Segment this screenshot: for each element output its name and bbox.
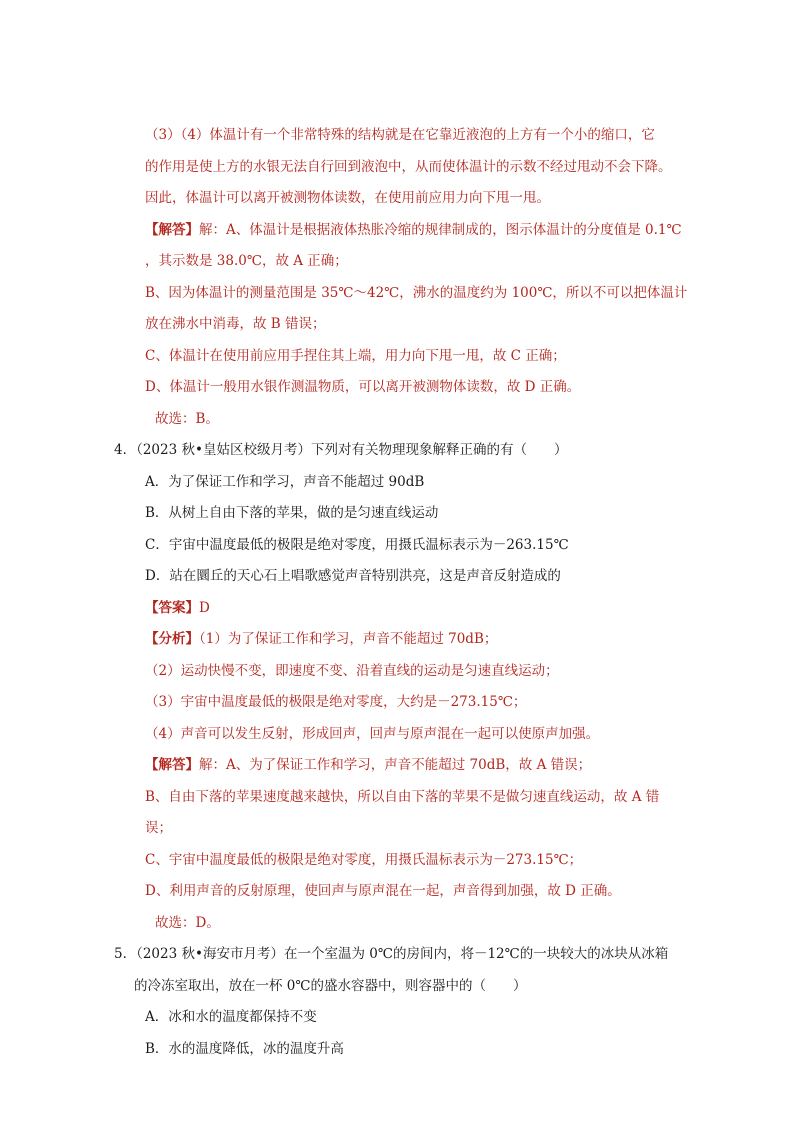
q4-option-d: D．站在圜丘的天心石上唱歌感觉声音特别洪亮，这是声音反射造成的 bbox=[145, 568, 561, 584]
q4-answer: D bbox=[199, 599, 210, 616]
q4-solution-b-2: 误； bbox=[145, 820, 172, 836]
q4-choice: 故选：D。 bbox=[155, 914, 220, 931]
q4-analysis-3: （3）宇宙中温度最低的极限是绝对零度，大约是－273.15℃； bbox=[145, 694, 527, 710]
q3-choice: 故选：B。 bbox=[155, 410, 219, 427]
q4-number: 4． bbox=[114, 442, 137, 458]
q5-stem-2: 的冷冻室取出，放在一杯 0℃的盛水容器中，则容器中的（ ） bbox=[134, 977, 527, 994]
q5-source: （2023 秋•海安市月考） bbox=[136, 946, 284, 962]
q5-option-b: B．水的温度降低，冰的温度升高 bbox=[145, 1040, 344, 1057]
q4-stem bbox=[114, 435, 694, 467]
q3-solution-b-1: B、因为体温计的测量范围是 35℃～42℃，沸水的温度约为 100℃，所以不可以把体温计 bbox=[145, 284, 688, 301]
q4-source: （2023 秋•皇姑区校级月考） bbox=[136, 442, 311, 458]
q4-option-a: A．为了保证工作和学习，声音不能超过 90dB bbox=[145, 473, 425, 490]
answer-tag: 【答案】 bbox=[145, 599, 199, 616]
q4-solution-line-1 bbox=[134, 750, 694, 782]
q3-analysis-line-2: 的作用是使上方的水银无法自行回到液泡中，从而使体温计的示数不经过甩动不会下降。 bbox=[145, 158, 672, 175]
q5-option-a: A．冰和水的温度都保持不变 bbox=[145, 1009, 317, 1025]
solution-tag: 【解答】 bbox=[145, 757, 199, 773]
q4-solution-b-1: B、自由下落的苹果速度越来越快，所以自由下落的苹果不是做匀速直线运动，故 A 错 bbox=[145, 788, 660, 805]
analysis-tag: 【分析】 bbox=[145, 631, 199, 647]
q4-option-c: C．宇宙中温度最低的极限是绝对零度，用摄氏温标表示为－263.15℃ bbox=[145, 536, 569, 553]
solution-tag: 【解答】 bbox=[145, 221, 199, 238]
q3-solution-line-1 bbox=[134, 215, 694, 247]
q4-analysis-4: （4）声音可以发生反射，形成回声，回声与原声混在一起可以使原声加强。 bbox=[145, 725, 600, 742]
q4-analysis-2: （2）运动快慢不变，即速度不变、沿着直线的运动是匀速直线运动； bbox=[145, 662, 559, 679]
q3-solution-d: D、体温计一般用水银作测温物质，可以离开被测物体读数，故 D 正确。 bbox=[145, 379, 581, 395]
q4-solution-d: D、利用声音的反射原理，使回声与原声混在一起，声音得到加强，故 D 正确。 bbox=[145, 883, 621, 899]
q3-analysis-line-1: （3）（4）体温计有一个非常特殊的结构就是在它靠近液泡的上方有一个小的缩口，它 bbox=[145, 127, 655, 143]
q3-solution-c: C、体温计在使用前应用手捏住其上端，用力向下甩一甩，故 C 正确； bbox=[145, 347, 566, 364]
q3-solution-a1: 解：A、体温计是根据液体热胀冷缩的规律制成的，图示体温计的分度值是 0.1℃ bbox=[199, 221, 682, 238]
q5-stem-1 bbox=[114, 939, 694, 971]
q5-stem-text-1: 在一个室温为 0℃的房间内，将－12℃的一块较大的冰块从冰箱 bbox=[283, 946, 669, 962]
q5-number: 5． bbox=[114, 946, 137, 962]
q4-option-b: B．从树上自由下落的苹果，做的是匀速直线运动 bbox=[145, 505, 439, 521]
q3-solution-b-2: 放在沸水中消毒，故 B 错误； bbox=[145, 316, 326, 332]
q3-solution-line-2: ，其示数是 38.0℃，故 A 正确； bbox=[145, 253, 348, 269]
q3-analysis-line-3: 因此，体温计可以离开被测物体读数，在使用前应用力向下甩一甩。 bbox=[145, 190, 550, 206]
q4-stem-text: 下列对有关物理现象解释正确的有（ ） bbox=[310, 442, 568, 458]
q4-solution-c: C、宇宙中温度最低的极限是绝对零度，用摄氏温标表示为－273.15℃； bbox=[145, 851, 583, 868]
q4-analysis-1: （1）为了保证工作和学习，声音不能超过 70dB； bbox=[199, 631, 498, 647]
q4-solution-a: 解：A、为了保证工作和学习，声音不能超过 70dB，故 A 错误； bbox=[199, 757, 592, 773]
q4-answer-line bbox=[134, 593, 694, 625]
q4-analysis-line-1 bbox=[134, 624, 694, 656]
page-content bbox=[114, 120, 694, 1065]
